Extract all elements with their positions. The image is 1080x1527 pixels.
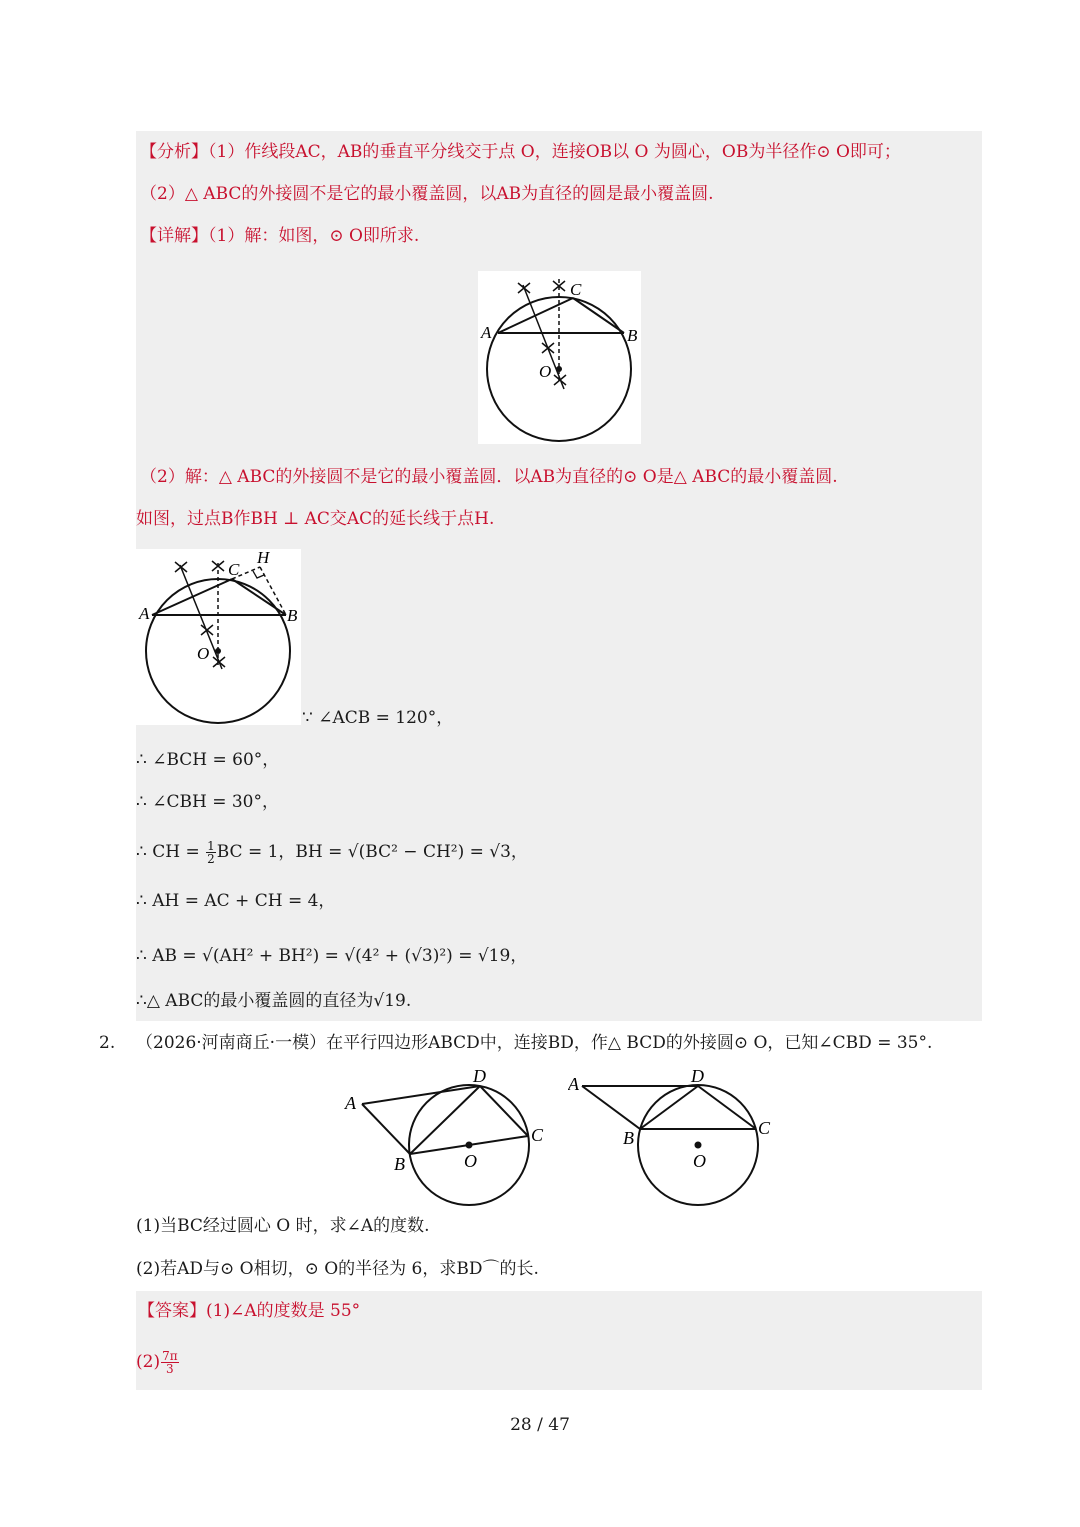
- analysis-line-2: [140, 182, 714, 206]
- answer-line-1: [138, 1299, 360, 1323]
- detail-tag: 【详解】: [140, 226, 208, 246]
- step-4-fraction: [206, 840, 216, 865]
- fig2-label-O: O: [197, 644, 210, 663]
- fig1-label-A: A: [481, 323, 492, 342]
- problem-2-number: 2.: [99, 1033, 116, 1053]
- step-6: ∴ AB = √(AH² + BH²) = √(4² + (√3)²) = √19，: [136, 946, 528, 966]
- page-number: 28 / 47: [510, 1415, 570, 1435]
- fig1-label-C: C: [570, 280, 582, 299]
- problem-2-figure-left: [340, 1064, 550, 1210]
- fig1-label-O: O: [539, 362, 552, 381]
- fig1-label-B: B: [627, 326, 638, 345]
- figure-1-circle-construction: [478, 271, 641, 444]
- fig2-label-C: C: [228, 560, 240, 579]
- fig2-label-A: A: [139, 604, 150, 623]
- answer-tag: 【答案】: [138, 1301, 206, 1321]
- answer-text-1: (1)∠A的度数是 55°: [206, 1301, 361, 1321]
- step-4-post: BC = 1，BH = √(BC² − CH²) = √3，: [216, 842, 528, 862]
- answer-2-denominator: 3: [166, 1362, 174, 1376]
- p2r-label-D: D: [691, 1066, 704, 1086]
- p2l-label-O: O: [464, 1151, 477, 1171]
- problem-2-question-1: (1)当BC经过圆心 O 时，求∠A的度数.: [136, 1216, 430, 1236]
- p2l-label-D: D: [473, 1066, 486, 1086]
- analysis-line-1: [140, 140, 901, 164]
- p2l-label-C: C: [531, 1125, 544, 1145]
- step-4-pre: ∴ CH =: [136, 842, 200, 862]
- step-3: ∴ ∠CBH = 30°，: [136, 792, 279, 812]
- detail-text-1: （1）解：如图，⊙ O即所求.: [208, 226, 420, 246]
- analysis-tag: 【分析】: [140, 142, 208, 162]
- p2l-label-B: B: [394, 1154, 405, 1174]
- problem-2-figure-right: [568, 1064, 778, 1210]
- p2l-label-A: A: [345, 1093, 356, 1113]
- step-4-numerator: 1: [207, 839, 215, 853]
- p2r-label-C: C: [758, 1118, 771, 1138]
- problem-2-stem: （2026·河南商丘·一模）在平行四边形ABCD中，连接BD，作△ BCD的外接圆⊙ O，已知∠CBD = 35°.: [136, 1033, 933, 1053]
- analysis-text-1: （1）作线段AC，AB的垂直平分线交于点 O，连接OB以 O 为圆心，OB为半径作⊙ O即可；: [208, 142, 901, 162]
- detail-part2-text-1: （2）解：△ ABC的外接圆不是它的最小覆盖圆．以AB为直径的⊙ O是△ ABC的最小覆盖圆.: [140, 467, 838, 487]
- step-7: ∴△ ABC的最小覆盖圆的直径为√19.: [136, 991, 412, 1011]
- detail-part2-text-2: 如图，过点B作BH ⊥ AC交AC的延长线于点H.: [136, 509, 495, 529]
- figure-2-circle-with-H: [136, 549, 301, 725]
- fig2-label-B: B: [287, 606, 298, 625]
- step-4: [136, 840, 528, 865]
- p2r-label-O: O: [693, 1151, 706, 1171]
- p2r-label-A: A: [568, 1074, 579, 1094]
- answer-2-pre: (2): [136, 1352, 161, 1372]
- step-2: ∴ ∠BCH = 60°，: [136, 750, 280, 770]
- detail-part2-line-2: [136, 507, 494, 531]
- step-4-denominator: 2: [207, 852, 215, 866]
- problem-2-question-2: (2)若AD与⊙ O相切，⊙ O的半径为 6，求BD⌒的长.: [136, 1259, 539, 1279]
- fig2-label-H: H: [257, 549, 270, 567]
- analysis-text-2: （2）△ ABC的外接圆不是它的最小覆盖圆，以AB为直径的圆是最小覆盖圆.: [140, 184, 714, 204]
- detail-part2-line-1: [140, 465, 838, 489]
- answer-2-fraction: [161, 1350, 179, 1375]
- p2r-label-B: B: [623, 1128, 634, 1148]
- answer-line-2: [136, 1350, 180, 1375]
- detail-line-1: [140, 224, 419, 248]
- step-5: ∴ AH = AC + CH = 4，: [136, 891, 336, 911]
- answer-2-numerator: 7π: [162, 1349, 178, 1363]
- step-1: ∵ ∠ACB = 120°，: [302, 708, 454, 728]
